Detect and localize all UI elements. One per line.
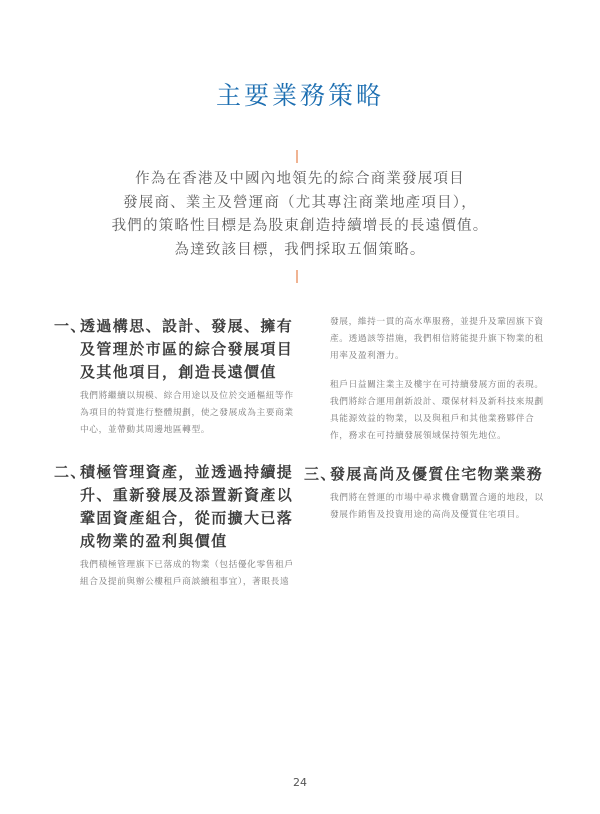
left-column bbox=[54, 315, 294, 591]
strategy-1 bbox=[54, 315, 294, 439]
strategy-heading-text: 發展高尚及優質住宅物業業務 bbox=[330, 465, 544, 483]
page-title: 主要業務策略 bbox=[215, 81, 384, 110]
strategy-heading-text: 積極管理資產，並透過持續提升、重新發展及添置新資產以鞏固資產組合，從而擴大已落成物業的盈利與價值 bbox=[80, 463, 294, 550]
strategy-body: 我們將繼續以規模、綜合用途以及位於交通樞紐等作為項目的特質進行整體規劃，使之發展成為主要商業中心，並帶動其周邊地區轉型。 bbox=[80, 391, 294, 435]
strategy-body: 我們將在營運的市場中尋求機會購置合適的地段，以發展作銷售及投資用途的高尚及優質住宅項目。 bbox=[330, 493, 544, 520]
strategy-body: 我們積極管理旗下已落成的物業（包括優化零售租戶組合及提前與辦公樓租戶商談續租事宜），著眼長遠 bbox=[80, 560, 294, 587]
divider-bottom bbox=[296, 270, 298, 283]
strategy-3 bbox=[304, 463, 544, 524]
strategy-heading-text: 透過構思、設計、發展、擁有及管理於市區的綜合發展項目及其他項目，創造長遠價值 bbox=[80, 317, 294, 381]
intro-line: 作為在香港及中國內地領先的綜合商業發展項目 bbox=[135, 171, 465, 187]
strategy-heading bbox=[54, 315, 294, 384]
strategy-number: 二、 bbox=[54, 463, 87, 481]
strategy-body-paragraph: 租戶日益關注業主及樓宇在可持續發展方面的表現。我們將綜合運用創新設計、環保材料及新科技來規劃具能源效益的物業，以及與租戶和其他業務夥伴合作，務求在可持續發展領域保持領先地位。 bbox=[330, 380, 544, 441]
right-column bbox=[304, 314, 544, 524]
intro-statement bbox=[0, 168, 600, 262]
intro-line: 為達致該目標，我們採取五個策略。 bbox=[174, 241, 426, 258]
strategy-number: 一、 bbox=[54, 317, 87, 335]
divider-top bbox=[296, 150, 298, 163]
strategy-number: 三、 bbox=[304, 465, 337, 483]
strategy-body-continued: 發展，維持一貫的高水準服務，並提升及鞏固旗下資產。透過該等措施，我們相信將能提升旗下物業的租用率及盈利潛力。 bbox=[330, 317, 544, 361]
intro-line: 我們的策略性目標是為股東創造持續增長的長遠價值。 bbox=[111, 218, 489, 234]
strategy-2 bbox=[54, 461, 294, 591]
strategy-heading bbox=[54, 461, 294, 553]
intro-line: 發展商、業主及營運商（尤其專注商業地產項目）， bbox=[123, 194, 477, 211]
page-number: 24 bbox=[293, 776, 307, 789]
strategy-heading bbox=[304, 463, 544, 486]
